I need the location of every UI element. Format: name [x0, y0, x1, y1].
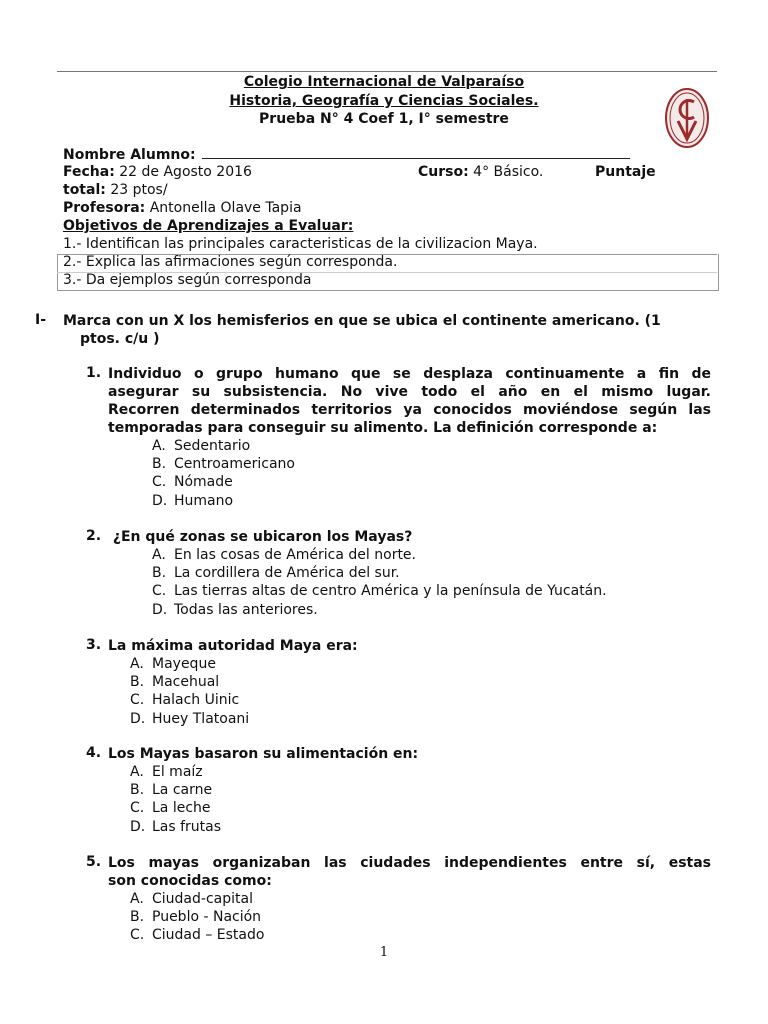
teacher-label: Profesora:	[63, 200, 146, 216]
question-2-number: 2.	[86, 528, 102, 544]
question-5-text	[108, 854, 711, 890]
school-name: Colegio Internacional de Valparaíso	[243, 74, 525, 90]
test-title: Prueba N° 4 Coef 1, I° semestre	[259, 111, 509, 127]
total-value: 23 ptos/	[110, 182, 168, 198]
option-text: Centroamericano	[174, 456, 295, 473]
course-value: 4° Básico.	[473, 164, 544, 180]
option-text: Halach Uinic	[152, 692, 240, 709]
option-letter: B.	[130, 782, 145, 799]
page-number: 1	[379, 945, 389, 960]
question-1-options	[152, 437, 295, 510]
question-4-number: 4.	[86, 745, 102, 761]
subject-title: Historia, Geografía y Ciencias Sociales.	[229, 93, 539, 109]
score-label: Puntaje	[595, 164, 656, 180]
course-label: Curso:	[418, 164, 469, 180]
option-letter: B.	[130, 909, 145, 926]
option-letter: A.	[152, 547, 166, 563]
option[interactable]	[130, 799, 221, 817]
question-5-options	[130, 890, 264, 945]
option-text: Macehual	[152, 674, 220, 691]
option[interactable]	[152, 473, 295, 491]
option[interactable]	[130, 691, 249, 709]
question-1-line-1: Individuo o grupo humano que se desplaza continuamente a fin de	[108, 366, 711, 382]
top-rule	[57, 71, 717, 72]
option-letter: D.	[130, 818, 146, 835]
option[interactable]	[130, 926, 264, 944]
option-letter: B.	[152, 456, 167, 473]
option-letter: A.	[130, 764, 144, 780]
option[interactable]	[152, 601, 607, 619]
option[interactable]	[130, 890, 264, 908]
option[interactable]	[130, 673, 249, 691]
option-text: Sedentario	[174, 438, 251, 454]
option[interactable]	[152, 582, 607, 600]
option-text: La carne	[152, 782, 213, 799]
option-letter: C.	[152, 474, 167, 491]
option-letter: C.	[130, 927, 145, 944]
option-text: Humano	[174, 492, 234, 509]
section-instruction	[63, 312, 713, 348]
option-text: Las tierras altas de centro América y la península de Yucatán.	[174, 583, 607, 600]
option[interactable]	[152, 437, 295, 455]
option[interactable]	[130, 655, 249, 673]
question-4-options	[130, 763, 221, 836]
total-label: total:	[63, 182, 106, 198]
option[interactable]	[130, 781, 221, 799]
teacher-row	[63, 200, 302, 216]
question-2-text: ¿En qué zonas se ubicaron los Mayas?	[108, 529, 413, 545]
question-3-options	[130, 655, 249, 728]
option-text: En las cosas de América del norte.	[174, 547, 416, 563]
option-letter: A.	[130, 656, 144, 672]
question-2-options	[152, 546, 607, 619]
date-row	[63, 164, 252, 180]
student-name-label: Nombre Alumno:	[63, 147, 196, 163]
option-text: Ciudad – Estado	[152, 927, 265, 944]
option[interactable]	[152, 546, 607, 564]
question-1-line-4: temporadas para conseguir su alimento. La definición corresponde a:	[108, 420, 658, 436]
school-logo-icon	[664, 87, 710, 149]
option-letter: C.	[152, 583, 167, 600]
date-label: Fecha:	[63, 164, 115, 180]
objective-3: 3.- Da ejemplos según corresponda	[63, 272, 312, 288]
option-letter: A.	[130, 891, 144, 907]
question-1-text	[108, 365, 711, 437]
option-text: Las frutas	[152, 818, 222, 835]
option-text: La leche	[152, 800, 211, 817]
option[interactable]	[130, 710, 249, 728]
option-text: Nómade	[174, 474, 233, 491]
option-letter: C.	[130, 692, 145, 709]
option-letter: A.	[152, 438, 166, 454]
objectives-heading: Objetivos de Aprendizajes a Evaluar:	[63, 218, 354, 234]
question-1-line-2: asegurar su subsistencia. No vive todo el año en el mismo lugar.	[108, 384, 711, 400]
question-1-number: 1.	[86, 365, 102, 381]
objective-1: 1.- Identifican las principales caracteristicas de la civilizacion Maya.	[63, 236, 538, 252]
section-instruction-line-2: ptos. c/u )	[80, 331, 160, 347]
option-text: La cordillera de América del sur.	[174, 565, 400, 582]
option-letter: D.	[130, 710, 146, 727]
option[interactable]	[152, 492, 295, 510]
teacher-value: Antonella Olave Tapia	[149, 200, 302, 216]
option-text: Huey Tlatoani	[152, 710, 250, 727]
option[interactable]	[152, 564, 607, 582]
option-letter: C.	[130, 800, 145, 817]
option-text: Ciudad-capital	[152, 891, 253, 907]
option-text: El maíz	[152, 764, 203, 780]
objectives-table	[57, 236, 717, 290]
option-letter: B.	[130, 674, 145, 691]
student-name-field[interactable]	[202, 146, 630, 159]
course-row	[418, 164, 543, 180]
question-3-text: La máxima autoridad Maya era:	[108, 638, 358, 654]
option-letter: D.	[152, 601, 168, 618]
option-letter: B.	[152, 565, 167, 582]
question-5-line-2: son conocidas como:	[108, 873, 272, 889]
option-letter: D.	[152, 492, 168, 509]
question-5-line-1: Los mayas organizaban las ciudades independientes entre sí, estas	[108, 855, 711, 871]
date-value: 22 de Agosto 2016	[119, 164, 252, 180]
option[interactable]	[130, 908, 264, 926]
option-text: Mayeque	[152, 656, 216, 672]
option-text: Pueblo - Nación	[152, 909, 262, 926]
section-instruction-line-1: Marca con un X los hemisferios en que se ubica el continente americano. (1	[63, 313, 661, 329]
total-row	[63, 182, 168, 198]
question-4-text: Los Mayas basaron su alimentación en:	[108, 746, 419, 762]
option[interactable]	[130, 763, 221, 781]
question-5-number: 5.	[86, 854, 102, 870]
section-number: I-	[35, 312, 47, 328]
option[interactable]	[130, 818, 221, 836]
option-text: Todas las anteriores.	[174, 601, 318, 618]
question-3-number: 3.	[86, 637, 102, 653]
objective-2: 2.- Explica las afirmaciones según corresponda.	[63, 254, 398, 270]
option[interactable]	[152, 455, 295, 473]
student-name-row	[63, 146, 630, 163]
question-1-line-3: Recorren determinados territorios ya conocidos moviéndose según las	[108, 402, 711, 418]
